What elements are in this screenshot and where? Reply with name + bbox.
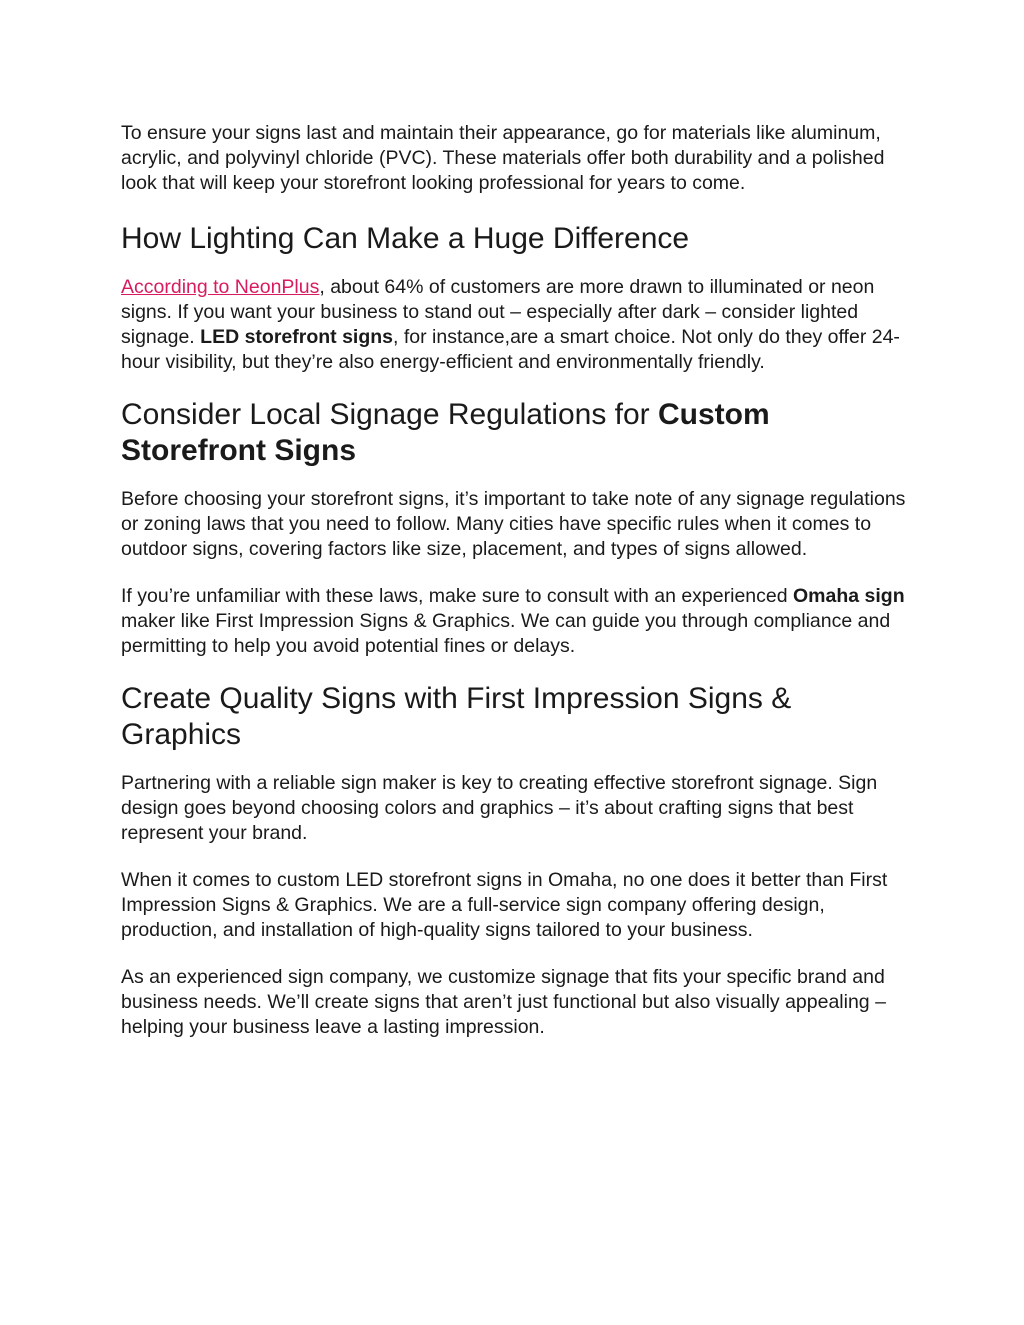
neonplus-link[interactable]: According to NeonPlus <box>121 276 320 298</box>
regulations-heading <box>121 397 911 469</box>
regulations-heading-plain: Consider Local Signage Regulations for <box>121 398 658 431</box>
lighting-text-2: , for instance,are a smart choice. Not only do they offer 24-hour visibility, but they’re also energy-efficient and environmentally friendly. <box>121 326 900 373</box>
quality-paragraph-1: Partnering with a reliable sign maker is key to creating effective storefront signage. Sign design goes beyond choosing colors and graphics – it’s about crafting signs that best represent your brand. <box>121 772 878 844</box>
document-page <box>121 121 911 1040</box>
lighting-paragraph <box>121 275 911 375</box>
quality-paragraph-2: When it comes to custom LED storefront signs in Omaha, no one does it better than First Impression Signs & Graphics. We are a full-service sign company offering design, production, and installation of high-quality signs tailored to your business. <box>121 869 888 941</box>
quality-heading: Create Quality Signs with First Impression Signs & Graphics <box>121 682 792 751</box>
lighting-text-1: , about 64% of customers are more drawn to illuminated or neon signs. If you want your business to stand out – especially after dark – consider lighted signage. <box>121 276 875 348</box>
omaha-sign-bold: Omaha sign <box>793 585 905 607</box>
lighting-heading: How Lighting Can Make a Huge Difference <box>121 222 690 255</box>
intro-paragraph: To ensure your signs last and maintain their appearance, go for materials like aluminum, acrylic, and polyvinyl chloride (PVC). These materials offer both durability and a polished look that will keep your storefront looking professional for years to come. <box>121 122 885 194</box>
regulations-paragraph-1: Before choosing your storefront signs, it’s important to take note of any signage regulations or zoning laws that you need to follow. Many cities have specific rules when it comes to outdoor signs, covering factors like size, placement, and types of signs allowed. <box>121 488 906 560</box>
regulations-p2-text-2: maker like First Impression Signs & Graphics. We can guide you through compliance and permitting to help you avoid potential fines or delays. <box>121 610 891 657</box>
regulations-paragraph-2 <box>121 584 911 659</box>
regulations-p2-text-1: If you’re unfamiliar with these laws, make sure to consult with an experienced <box>121 585 793 607</box>
quality-paragraph-3: As an experienced sign company, we customize signage that fits your specific brand and business needs. We’ll create signs that aren’t just functional but also visually appealing – helping your business leave a lasting impression. <box>121 966 886 1038</box>
regulations-heading-bold: Custom Storefront Signs <box>121 398 770 467</box>
led-storefront-signs-bold: LED storefront signs <box>200 326 394 348</box>
